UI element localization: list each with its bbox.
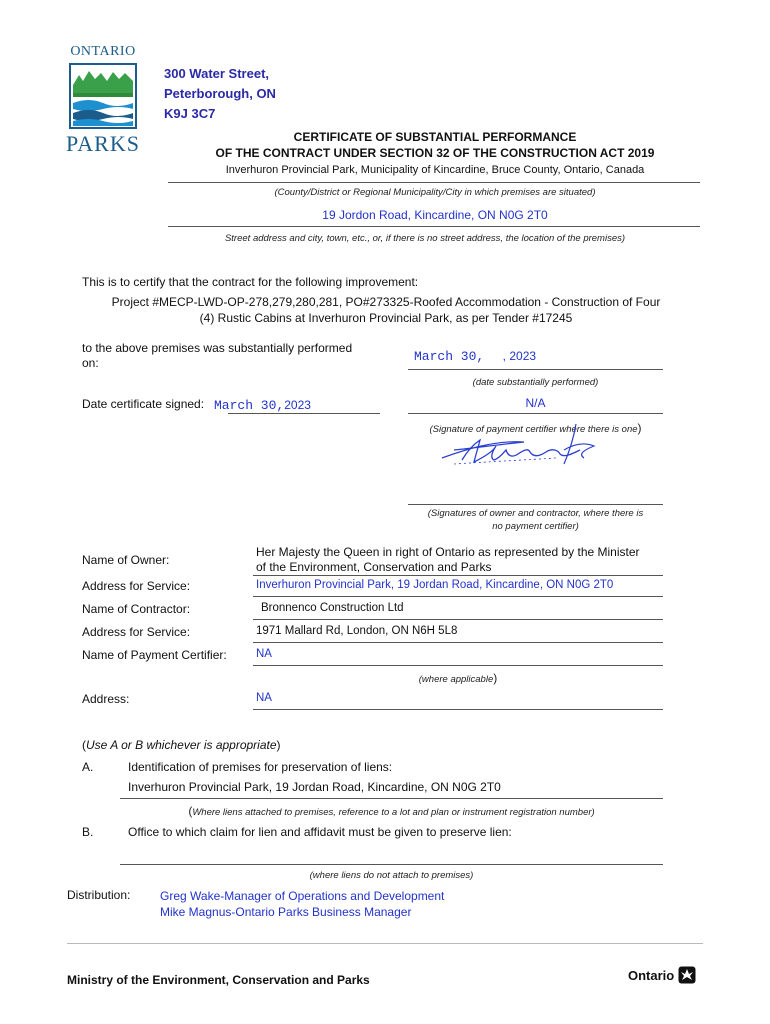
certifier-address-underline [253, 709, 663, 710]
ontario-brand [628, 966, 696, 984]
office-address [164, 64, 276, 124]
ontario-wordmark: Ontario [628, 967, 675, 983]
payment-certifier-label: Name of Payment Certifier: [82, 648, 227, 662]
project-line-2: (4) Rustic Cabins at Inverhuron Provincial Park, as per Tender #17245 [199, 311, 573, 325]
distribution-list [160, 888, 444, 920]
owner-address-underline [253, 596, 663, 597]
certify-intro: This is to certify that the contract for the following improvement: [82, 275, 419, 289]
contractor-label: Name of Contractor: [82, 602, 191, 616]
option-a-marker: A. [82, 760, 94, 774]
contractor-value: Bronnenco Construction Ltd [261, 602, 404, 614]
logo-ontario-text: ONTARIO [70, 44, 136, 59]
where-applicable-paren: ) [493, 671, 498, 685]
owner-address-value: Inverhuron Provincial Park, 19 Jordan Road, Kincardine, ON N0G 2T0 [256, 579, 614, 591]
performed-line-1: to the above premises was substantially performed [82, 341, 353, 355]
option-a-caption-text: Where liens attached to premises, reference to a lot and plan or instrument registration number) [192, 807, 595, 818]
address-line-3: K9J 3C7 [164, 106, 216, 121]
owner-label: Name of Owner: [82, 553, 170, 567]
option-a-underline [120, 798, 663, 799]
date-signed-label: Date certificate signed: [82, 397, 205, 411]
certifier-address-value: NA [256, 692, 272, 704]
certifier-signature-value: N/A [525, 396, 546, 410]
certifier-caption-paren: ) [637, 421, 642, 435]
date-signed [214, 396, 311, 414]
address-line-1: 300 Water Street, [164, 66, 270, 81]
county-caption: (County/District or Regional Municipality/City in which premises are situated) [274, 187, 596, 198]
use-open-paren: ( [82, 738, 86, 752]
date-signed-year: 2023 [284, 398, 311, 412]
owner-line-1: Her Majesty the Queen in right of Ontario as represented by the Minister [256, 545, 640, 559]
date-performed-value: March 30, [414, 349, 485, 364]
date-performed [414, 347, 536, 365]
use-a-or-b [82, 738, 281, 752]
title-line-1: CERTIFICATE OF SUBSTANTIAL PERFORMANCE [293, 130, 577, 144]
use-a-or-b-text: Use A or B whichever is appropriate [86, 738, 277, 752]
payment-certifier-underline [253, 665, 663, 666]
contractor-address-underline [253, 642, 663, 643]
date-performed-caption: (date substantially performed) [472, 377, 599, 388]
owner-signature-caption [408, 507, 663, 533]
logo-parks-text: PARKS [66, 131, 140, 156]
distribution-label: Distribution: [67, 888, 131, 902]
option-b-caption: (where liens do not attach to premises) [309, 870, 474, 881]
address-line-2: Peterborough, ON [164, 86, 276, 101]
date-signed-underline [228, 413, 380, 414]
logo-emblem-icon [69, 63, 137, 129]
option-a-value: Inverhuron Provincial Park, 19 Jordan Road, Kincardine, ON N0G 2T0 [128, 780, 501, 794]
owner-caption-line-2: no payment certifier) [492, 521, 579, 532]
owner-signature-underline [408, 504, 663, 505]
payment-certifier-value: NA [256, 648, 272, 660]
street-address-value: 19 Jordon Road, Kincardine, ON N0G 2T0 [322, 208, 548, 222]
ontario-parks-logo [66, 44, 140, 157]
street-underline [168, 226, 700, 227]
project-description [70, 294, 702, 326]
performed-text [82, 341, 352, 371]
where-applicable-text: (where applicable [418, 674, 494, 685]
contractor-address-label: Address for Service: [82, 625, 191, 639]
owner-line-2: of the Environment, Conservation and Parks [256, 560, 492, 574]
project-line-1: Project #MECP-LWD-OP-278,279,280,281, PO#273325-Roofed Accommodation - Construction of Four [111, 295, 661, 309]
ontario-trillium-icon [678, 966, 696, 984]
title-line-2: OF THE CONTRACT UNDER SECTION 32 OF THE CONSTRUCTION ACT 2019 [215, 146, 655, 160]
contractor-address-value: 1971 Mallard Rd, London, ON N6H 5L8 [256, 625, 458, 637]
handwritten-signature [434, 420, 604, 472]
option-a-text: Identification of premises for preservation of liens: [128, 760, 393, 774]
county-value: Inverhuron Provincial Park, Municipality of Kincardine, Bruce County, Ontario, Canada [225, 164, 645, 176]
where-applicable-caption [253, 671, 663, 685]
contractor-underline [253, 619, 663, 620]
owner-address-label: Address for Service: [82, 579, 191, 593]
use-close-paren: ) [276, 738, 281, 752]
footer-divider [67, 943, 703, 944]
certifier-address-label: Address: [82, 692, 130, 706]
street-caption: Street address and city, town, etc., or, if there is no street address, the location of the premises) [224, 233, 626, 244]
option-b-text: Office to which claim for lien and affidavit must be given to preserve lien: [128, 825, 512, 839]
date-performed-underline [408, 369, 663, 370]
performed-line-2: on: [82, 356, 99, 370]
option-a-caption [120, 804, 663, 818]
date-performed-year: , 2023 [502, 349, 537, 363]
owner-caption-line-1: (Signatures of owner and contractor, where there is [427, 508, 644, 519]
option-a-caption-paren: ( [188, 804, 193, 818]
certifier-caption-text: (Signature of payment certifier where there is one [429, 424, 638, 435]
owner-underline [253, 575, 663, 576]
option-b-marker: B. [82, 825, 94, 839]
certifier-signature-underline [408, 413, 663, 414]
owner-value [256, 545, 640, 575]
option-b-underline [120, 864, 663, 865]
date-signed-value: March 30, [214, 398, 285, 413]
county-underline [168, 182, 700, 183]
distribution-item-1: Greg Wake-Manager of Operations and Development [160, 889, 445, 903]
distribution-item-2: Mike Magnus-Ontario Parks Business Manager [160, 905, 412, 919]
certificate-title [160, 129, 710, 161]
ministry-name: Ministry of the Environment, Conservation and Parks [67, 973, 370, 987]
